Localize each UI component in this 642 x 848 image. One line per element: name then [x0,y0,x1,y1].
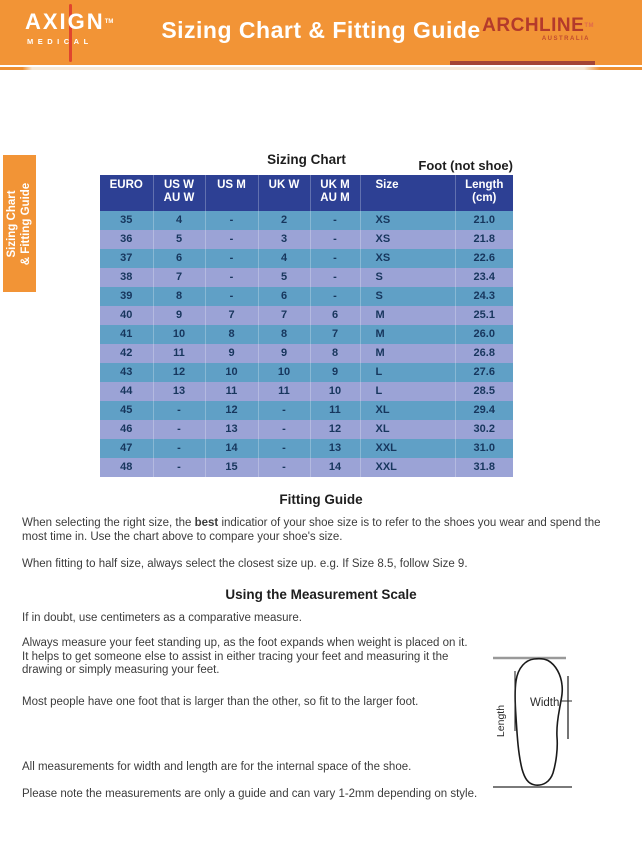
column-header: EURO [100,175,153,211]
table-cell: 7 [258,306,310,325]
sizing-chart-heading: Sizing Chart [267,152,346,167]
table-cell: 12 [310,420,360,439]
side-tab-label: Sizing Chart & Fitting Guide [5,182,32,265]
page-title: Sizing Chart & Fitting Guide [161,17,481,43]
header-divider-line [0,67,642,70]
column-header: Size [360,175,455,211]
column-header: UK M AU M [310,175,360,211]
measurement-paragraph-4: All measurements for width and length are for the internal space of the shoe. [22,761,412,773]
banner-bottom-strip [450,61,595,65]
foot-not-shoe-label: Foot (not shoe) [418,158,513,173]
table-cell: 38 [100,268,153,287]
table-cell: 45 [100,401,153,420]
table-row [100,458,513,477]
width-label: Width [530,697,560,709]
table-cell: 28.5 [455,382,513,401]
table-cell: L [360,363,455,382]
table-cell: XS [360,249,455,268]
table-row [100,439,513,458]
table-cell: 5 [153,230,205,249]
table-cell: 6 [258,287,310,306]
table-cell: 9 [205,344,258,363]
length-label: Length [495,704,507,738]
table-cell: 41 [100,325,153,344]
table-cell: - [310,230,360,249]
table-cell: 9 [310,363,360,382]
table-cell: 10 [310,382,360,401]
table-cell: - [153,401,205,420]
table-header [100,175,513,211]
table-cell: XS [360,211,455,230]
table-cell: 9 [258,344,310,363]
table-cell: M [360,344,455,363]
table-cell: 11 [258,382,310,401]
table-cell: - [258,439,310,458]
table-cell: 10 [258,363,310,382]
table-row [100,420,513,439]
table-cell: - [205,268,258,287]
table-cell: 26.0 [455,325,513,344]
table-cell: 42 [100,344,153,363]
table-cell: 22.6 [455,249,513,268]
table-cell: 7 [205,306,258,325]
table-cell: XL [360,420,455,439]
table-cell: XL [360,401,455,420]
table-cell: 31.0 [455,439,513,458]
table-cell: 15 [205,458,258,477]
table-cell: L [360,382,455,401]
archline-logo-text: ARCHLINE™ [482,15,594,36]
table-cell: 48 [100,458,153,477]
table-cell: 11 [310,401,360,420]
axign-logo-text: AXIGN™ [25,9,114,34]
table-cell: - [310,287,360,306]
table-row [100,268,513,287]
header-banner [0,0,642,65]
table-cell: XXL [360,439,455,458]
table-cell: - [258,420,310,439]
sizing-chart-table [100,175,513,477]
table-cell: M [360,325,455,344]
table-cell: - [310,249,360,268]
table-cell: 11 [205,382,258,401]
archline-logo-subtext: AUSTRALIA [541,36,590,42]
table-cell: 12 [205,401,258,420]
table-cell: XXL [360,458,455,477]
table-cell: 3 [258,230,310,249]
table-cell: 36 [100,230,153,249]
foot-measurement-diagram [488,645,640,797]
column-header: US W AU W [153,175,205,211]
table-cell: 39 [100,287,153,306]
table-cell: 12 [153,363,205,382]
table-cell: 14 [310,458,360,477]
table-cell: S [360,268,455,287]
table-cell: S [360,287,455,306]
table-cell: 44 [100,382,153,401]
table-cell: 46 [100,420,153,439]
measurement-paragraph-3: Most people have one foot that is larger than the other, so fit to the larger foot. [22,696,419,708]
table-cell: 7 [153,268,205,287]
table-cell: 13 [310,439,360,458]
table-cell: 7 [310,325,360,344]
table-cell: - [205,287,258,306]
archline-logo [482,16,594,42]
table-row [100,306,513,325]
table-cell: 43 [100,363,153,382]
table-cell: - [153,458,205,477]
fitting-guide-paragraph-1: When selecting the right size, the best indicatior of your shoe size is to refer to the shoes you wear and spend the most time in. Use the chart above to compare your shoe's size. [22,517,601,543]
best-emphasis: best [194,517,219,529]
axign-trademark: TM [104,19,114,25]
table-cell: 13 [153,382,205,401]
table-cell: XS [360,230,455,249]
table-cell: 11 [153,344,205,363]
table-row [100,287,513,306]
table-cell: 5 [258,268,310,287]
table-cell: 4 [258,249,310,268]
table-row [100,249,513,268]
table-cell: - [310,211,360,230]
table-row [100,325,513,344]
table-cell: 10 [153,325,205,344]
table-row [100,344,513,363]
table-row [100,211,513,230]
foot-outline [515,659,562,785]
table-cell: 14 [205,439,258,458]
table-cell: 8 [153,287,205,306]
side-tab-sizing-chart [3,155,36,292]
table-row [100,230,513,249]
table-cell: - [153,420,205,439]
table-row [100,401,513,420]
measurement-paragraph-5: Please note the measurements are only a guide and can vary 1-2mm depending on style. [22,788,478,800]
table-cell: - [258,458,310,477]
table-cell: 30.2 [455,420,513,439]
column-header: US M [205,175,258,211]
table-cell: - [205,211,258,230]
table-cell: 13 [205,420,258,439]
table-cell: 27.6 [455,363,513,382]
axign-logo-subtext: MEDICAL [27,37,93,46]
table-cell: - [258,401,310,420]
measurement-scale-heading: Using the Measurement Scale [225,587,417,602]
measurement-paragraph-2: Always measure your feet standing up, as the foot expands when weight is placed on it. It helps to get someone else to assist in either tracing your feet and measuring it the drawing or simply measuring your feet. [22,637,468,676]
table-cell: 25.1 [455,306,513,325]
table-cell: 8 [258,325,310,344]
table-cell: 8 [205,325,258,344]
table-cell: 4 [153,211,205,230]
table-cell: 8 [310,344,360,363]
table-cell: 2 [258,211,310,230]
table-cell: 37 [100,249,153,268]
table-cell: 10 [205,363,258,382]
column-header: UK W [258,175,310,211]
table-row [100,382,513,401]
table-cell: 26.8 [455,344,513,363]
table-cell: 6 [310,306,360,325]
table-cell: 21.0 [455,211,513,230]
table-cell: 23.4 [455,268,513,287]
table-cell: 35 [100,211,153,230]
fitting-guide-heading: Fitting Guide [279,492,363,507]
measurement-paragraph-1: If in doubt, use centimeters as a comparative measure. [22,612,302,624]
table-cell: 24.3 [455,287,513,306]
column-header: Length (cm) [455,175,513,211]
table-cell: - [205,230,258,249]
table-cell: - [310,268,360,287]
table-cell: 47 [100,439,153,458]
table-cell: 21.8 [455,230,513,249]
archline-trademark: TM [584,23,594,29]
table-cell: - [205,249,258,268]
table-cell: 31.8 [455,458,513,477]
table-row [100,363,513,382]
fitting-guide-paragraph-2: When fitting to half size, always select the closest size up. e.g. If Size 8.5, follow Size 9. [22,558,468,570]
table-cell: 29.4 [455,401,513,420]
table-cell: M [360,306,455,325]
chart-titles-row [100,150,513,176]
table-cell: 6 [153,249,205,268]
table-cell: - [153,439,205,458]
table-cell: 9 [153,306,205,325]
table-cell: 40 [100,306,153,325]
